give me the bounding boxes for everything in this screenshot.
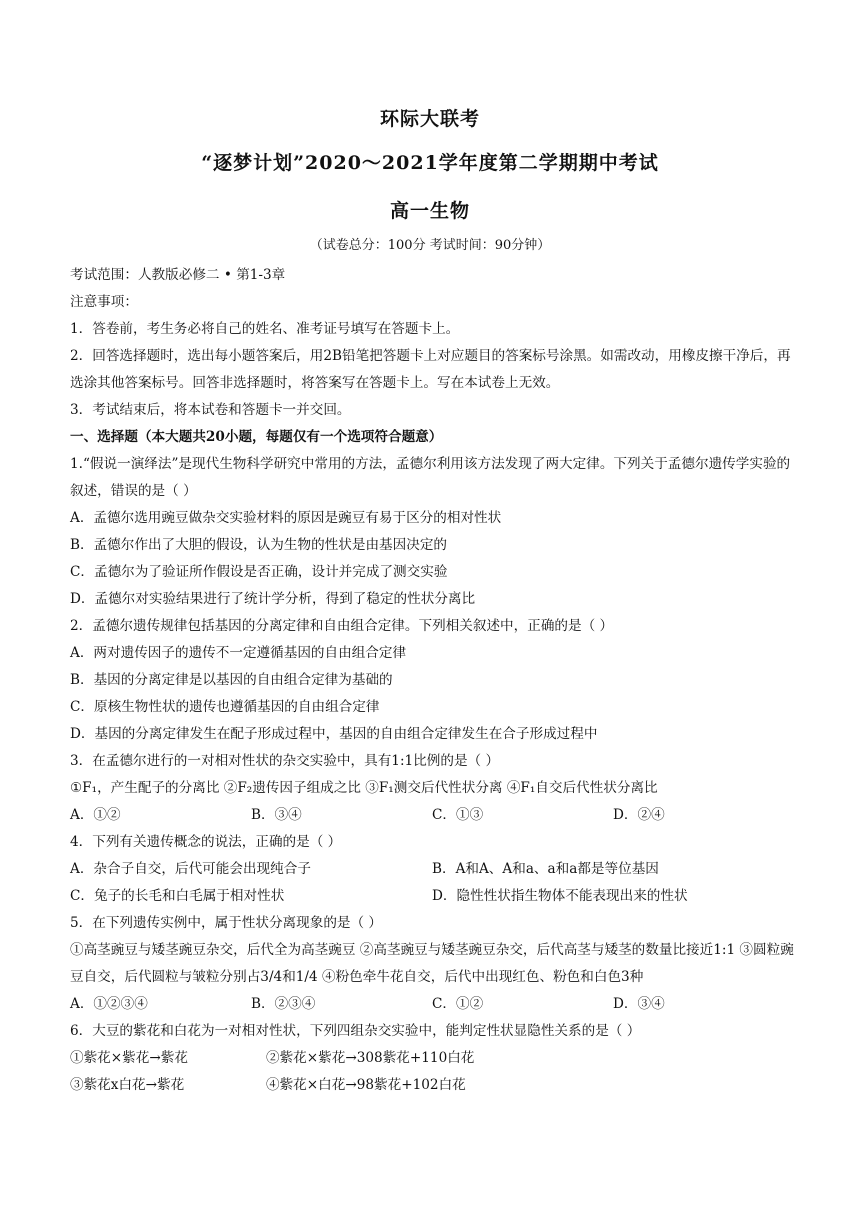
exam-org-title: 环际大联考: [379, 108, 480, 130]
question-3-items: ①F₁，产生配子的分离比 ②F₂遗传因子组成之比 ③F₁测交后代性状分离 ④F₁自交后代性状分离比: [70, 780, 658, 796]
question-4-stem: 4．下列有关遗传概念的说法，正确的是（ ）: [70, 834, 342, 850]
question-3-option-b: B．③④: [251, 807, 302, 823]
question-1-option-c: C．孟德尔为了验证所作假设是否正确，设计并完成了测交实验: [70, 564, 448, 580]
notice-item-3: 3．考试结束后，将本试卷和答题卡一并交回。: [70, 402, 351, 418]
question-4-options-row-2: [70, 883, 795, 910]
question-4-option-c: C．兔子的长毛和白毛属于相对性状: [70, 888, 285, 904]
question-2-option-d: D．基因的分离定律发生在配子形成过程中，基因的自由组合定律发生在合子形成过程中: [70, 726, 598, 742]
question-3-option-c: C．①③: [432, 807, 484, 823]
question-6-item-2: ②紫花×紫花→308紫花+110白花: [266, 1050, 475, 1066]
exam-subject-title: 高一生物: [389, 200, 470, 222]
question-1-option-a: A．孟德尔选用豌豆做杂交实验材料的原因是豌豆有易于区分的相对性状: [70, 510, 502, 526]
question-2-option-a: A．两对遗传因子的遗传不一定遵循基因的自由组合定律: [70, 645, 407, 661]
question-6-item-3: ③紫花x白花→紫花: [70, 1077, 185, 1093]
question-1-option-d: D．孟德尔对实验结果进行了统计学分析，得到了稳定的性状分离比: [70, 591, 476, 607]
question-4-option-a: A．杂合子自交，后代可能会出现纯合子: [70, 861, 311, 877]
question-4-options-row-1: [70, 856, 795, 883]
question-3-option-a: A．①②: [70, 807, 121, 823]
question-5-option-b: B．②③④: [251, 996, 316, 1012]
question-1-option-b: B．孟德尔作出了大胆的假设，认为生物的性状是由基因决定的: [70, 537, 448, 553]
question-6-stem: 6．大豆的紫花和白花为一对相对性状，下列四组杂交实验中，能判定性状显隐性关系的是（ ）: [70, 1023, 641, 1039]
question-2-stem: 2．孟德尔遗传规律包括基因的分离定律和自由组合定律。下列相关叙述中，正确的是（ ）: [70, 618, 614, 634]
question-6-item-1: ①紫花×紫花→紫花: [70, 1050, 188, 1066]
question-3-options: [70, 802, 795, 829]
notice-title: 注意事项：: [70, 294, 138, 310]
exam-score-time-note: （试卷总分：100分 考试时间：90分钟）: [309, 238, 551, 253]
question-6-items-row-2: [70, 1072, 795, 1099]
question-1-stem: 1.“假说一演绎法”是现代生物科学研究中常用的方法，孟德尔利用该方法发现了两大定律。下列关于孟德尔遗传学实验的叙述，错误的是（ ）: [70, 456, 791, 499]
question-2-option-c: C．原核生物性状的遗传也遵循基因的自由组合定律: [70, 699, 380, 715]
question-5-option-a: A．①②③④: [70, 996, 148, 1012]
question-2-option-b: B．基因的分离定律是以基因的自由组合定律为基础的: [70, 672, 393, 688]
notice-item-2: 2．回答选择题时，选出每小题答案后，用2B铅笔把答题卡上对应题目的答案标号涂黑。如需改动，用橡皮擦干净后，再选涂其他答案标号。回答非选择题时，将答案写在答题卡上。写在本试卷上无效。: [70, 348, 791, 391]
question-5-option-c: C．①②: [432, 996, 484, 1012]
exam-body: [70, 262, 795, 1099]
question-3-stem: 3．在孟德尔进行的一对相对性状的杂交实验中，具有1:1比例的是（ ）: [70, 753, 500, 769]
question-4-option-d: D．隐性性状指生物体不能表现出来的性状: [432, 888, 688, 904]
question-5-stem: 5．在下列遗传实例中，属于性状分离现象的是（ ）: [70, 915, 383, 931]
question-3-option-d: D．②④: [613, 807, 665, 823]
question-6-items-row-1: [70, 1045, 795, 1072]
question-5-items: ①高茎豌豆与矮茎豌豆杂交，后代全为高茎豌豆 ②高茎豌豆与矮茎豌豆杂交，后代高茎与矮茎的数量比接近1:1 ③圆粒豌豆自交，后代圆粒与皱粒分别占3/4和1/4 ④粉色牵牛花自交，后代中出现红色、粉色和白色3种: [70, 942, 794, 985]
exam-main-title: “逐梦计划”2020～2021学年度第二学期期中考试: [201, 152, 659, 174]
question-4-option-b: B．A和A、A和a、a和a都是等位基因: [432, 861, 659, 877]
question-5-option-d: D．③④: [613, 996, 665, 1012]
section-heading-choice: 一、选择题（本大题共20小题，每题仅有一个选项符合题意）: [70, 429, 443, 445]
exam-scope: 考试范围：人教版必修二 • 第1-3章: [70, 267, 286, 283]
question-6-item-4: ④紫花×白花→98紫花+102白花: [266, 1077, 466, 1093]
question-5-options: [70, 991, 795, 1018]
notice-item-1: 1．答卷前，考生务必将自己的姓名、准考证号填写在答题卡上。: [70, 321, 460, 337]
